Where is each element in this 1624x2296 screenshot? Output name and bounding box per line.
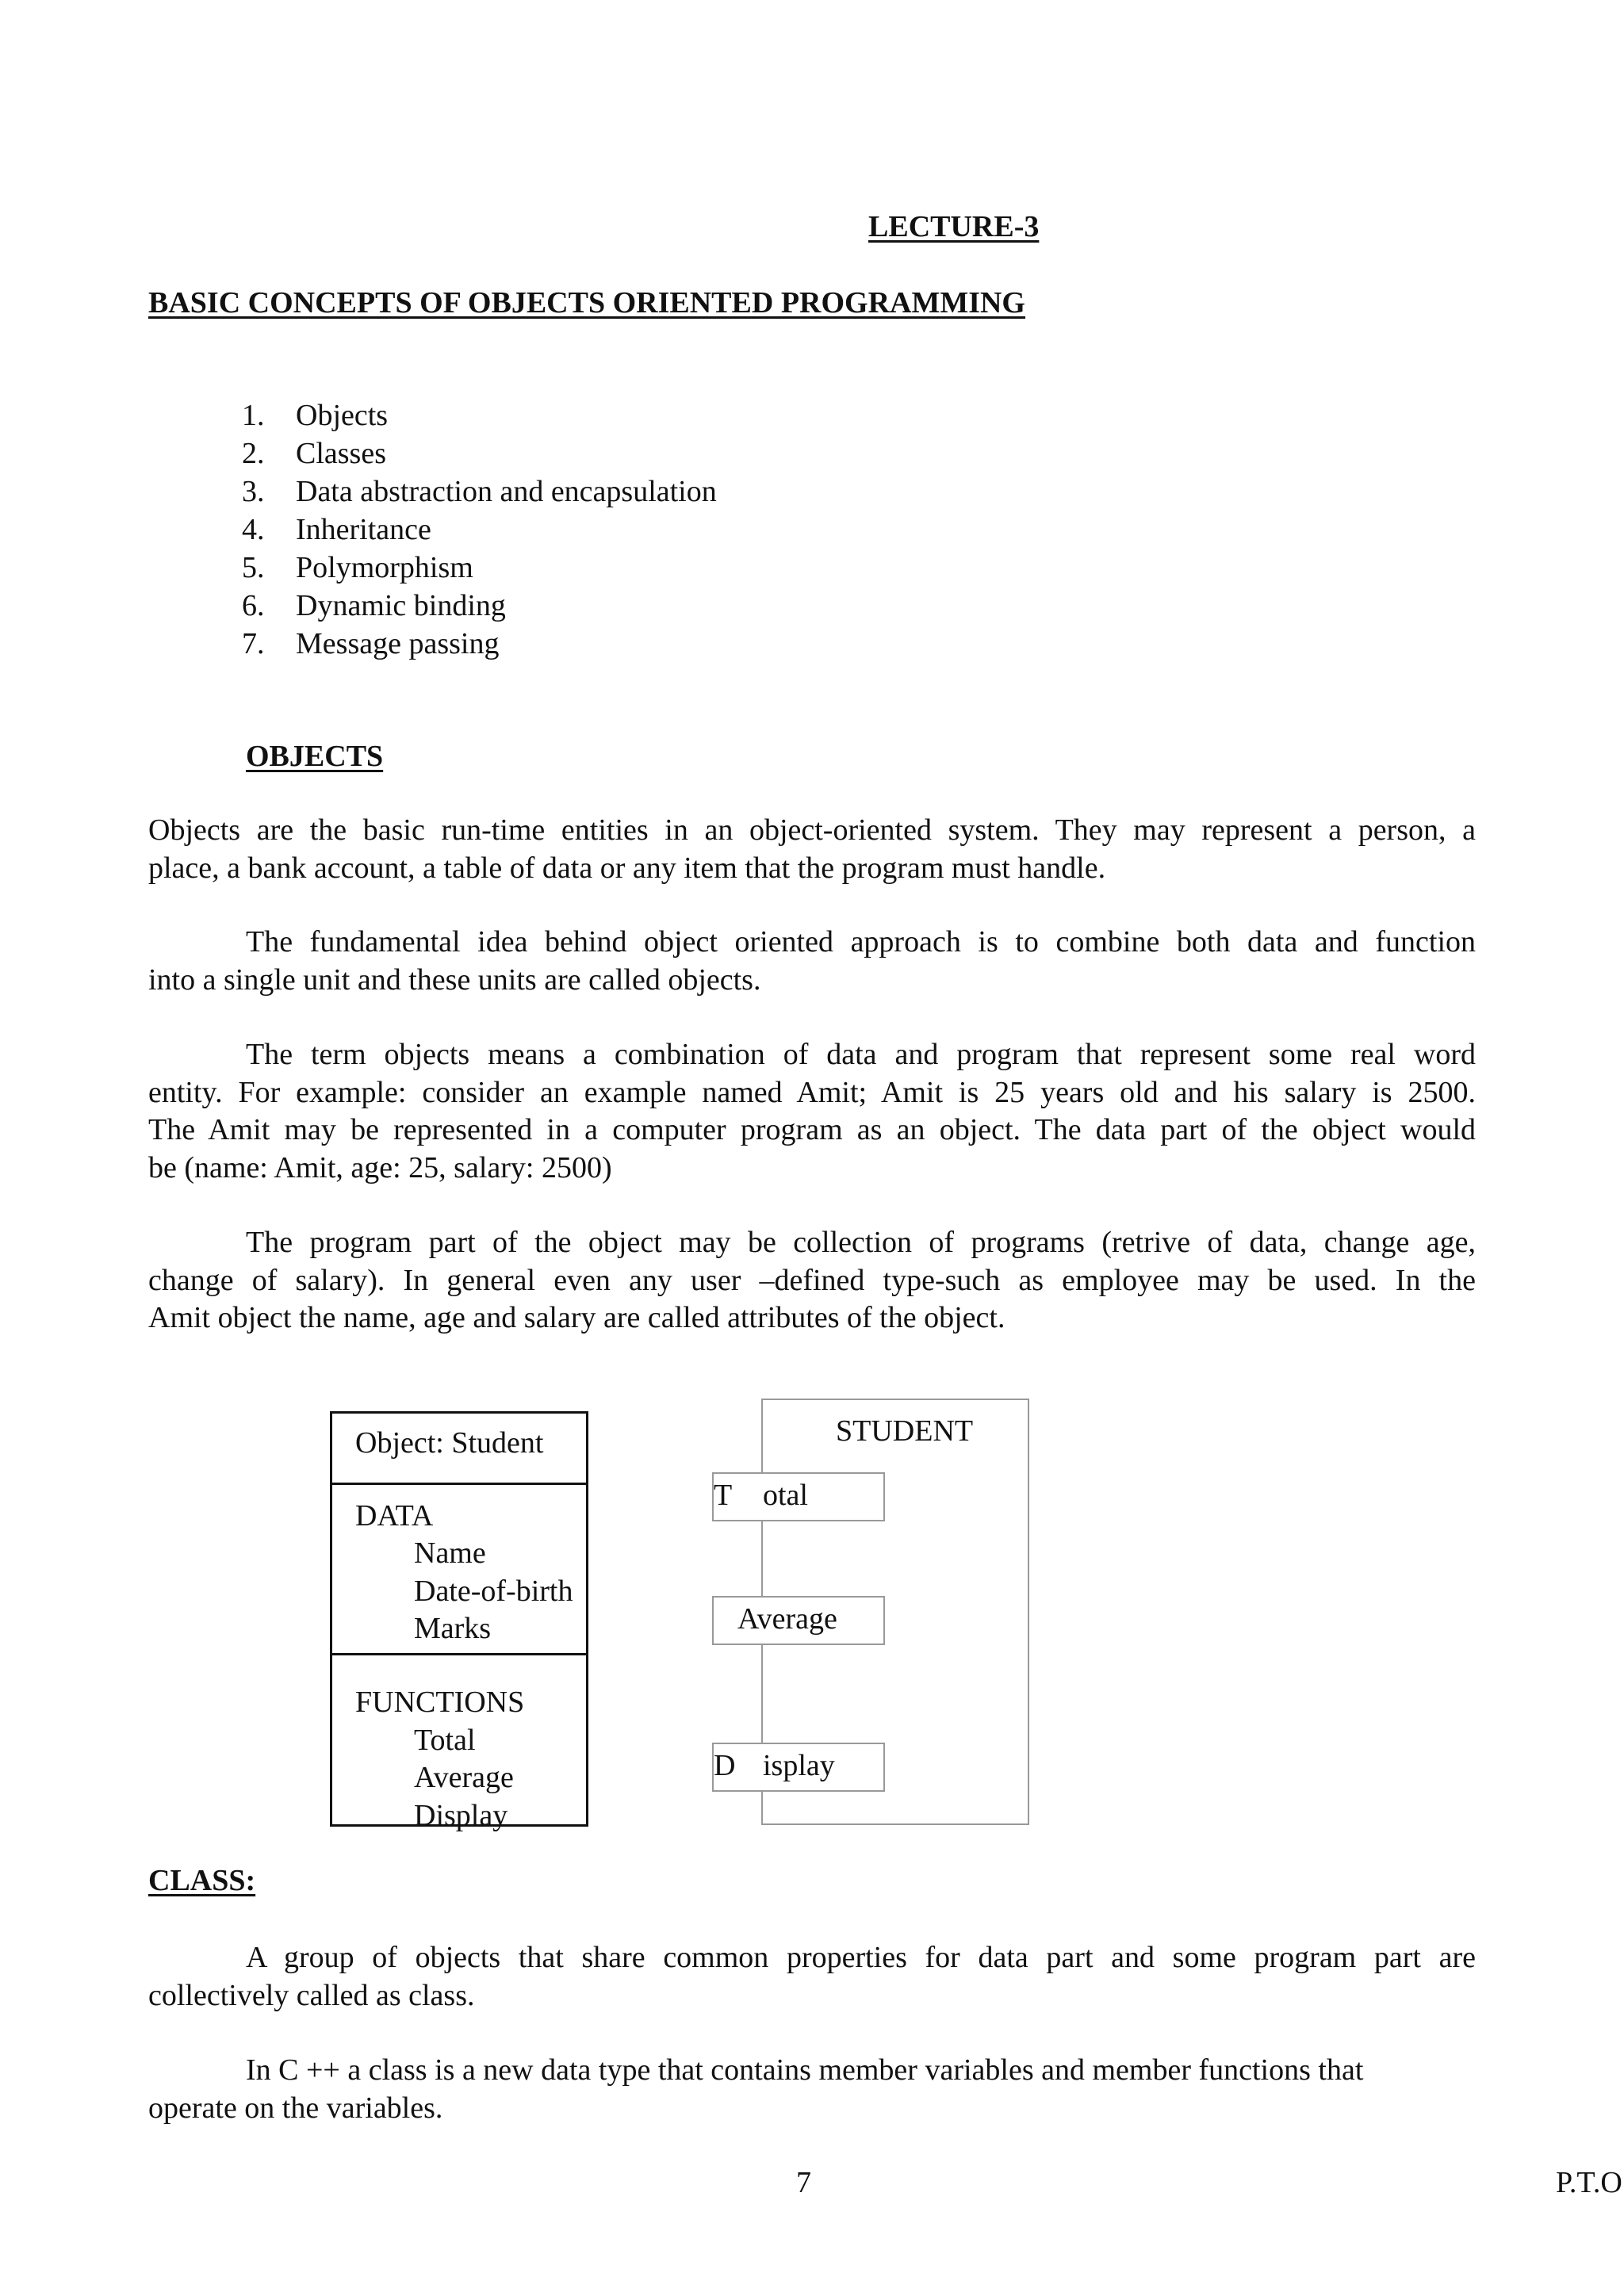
- objects-paragraph-3: The term objects means a combination of data and program that represent some real word entity. For example: consider an example named Amit; Amit is 25 years old and his salary is 2500. The Amit may be represented in a computer program as an object. The data part of the object would be (name: Amit, age: 25, salary: 2500): [148, 1038, 1476, 1184]
- divider: [332, 1483, 586, 1485]
- pto-note: P.T.O: [1556, 2166, 1622, 2199]
- student-diagram-title: STUDENT: [836, 1414, 974, 1448]
- main-heading: BASIC CONCEPTS OF OBJECTS ORIENTED PROGRAMMING: [148, 286, 1025, 320]
- objects-paragraph-2: The fundamental idea behind object oriented approach is to combine both data and function into a single unit and these units are called objects.: [148, 925, 1476, 997]
- objects-paragraph-4: The program part of the object may be collection of programs (retrive of data, change age, change of salary). In general even any user –defined type-such as employee may be used. In the Amit object the name, age and salary are called attributes of the object.: [148, 1226, 1476, 1334]
- objects-heading: OBJECTS: [246, 740, 384, 773]
- data-label: DATA: [355, 1499, 434, 1533]
- list-item: 1. Objects: [242, 399, 389, 432]
- lecture-title: LECTURE-3: [868, 210, 1040, 243]
- display-function-box: D isplay: [712, 1743, 885, 1792]
- class-heading: CLASS:: [148, 1864, 256, 1897]
- list-item: 4. Inheritance: [242, 513, 431, 546]
- average-function-box: Average: [712, 1596, 885, 1645]
- page-number: 7: [796, 2166, 811, 2199]
- function-item: Average: [414, 1761, 514, 1794]
- objects-paragraph-1: Objects are the basic run-time entities in an object-oriented system. They may represent a person, a place, a bank account, a table of data or any item that the program must handle.: [148, 813, 1476, 885]
- list-item: 2. Classes: [242, 437, 386, 470]
- divider: [332, 1653, 586, 1655]
- data-item: Name: [414, 1536, 486, 1570]
- list-item: 3. Data abstraction and encapsulation: [242, 475, 717, 508]
- list-item: 6. Dynamic binding: [242, 589, 506, 622]
- class-paragraph-1: A group of objects that share common properties for data part and some program part are collectively called as class.: [148, 1941, 1476, 2012]
- list-item: 7. Message passing: [242, 627, 500, 660]
- function-item: Display: [414, 1799, 508, 1832]
- class-paragraph-2: In C ++ a class is a new data type that contains member variables and member functions that operate on the variables.: [148, 2053, 1364, 2125]
- function-item: Total: [414, 1724, 476, 1757]
- concepts-list: [242, 396, 717, 663]
- list-item: 5. Polymorphism: [242, 551, 473, 584]
- data-item: Marks: [414, 1612, 492, 1645]
- object-diagram-title: Object: Student: [355, 1426, 544, 1460]
- functions-label: FUNCTIONS: [355, 1686, 525, 1719]
- data-item: Date-of-birth: [414, 1575, 573, 1608]
- total-function-box: T otal: [712, 1472, 885, 1521]
